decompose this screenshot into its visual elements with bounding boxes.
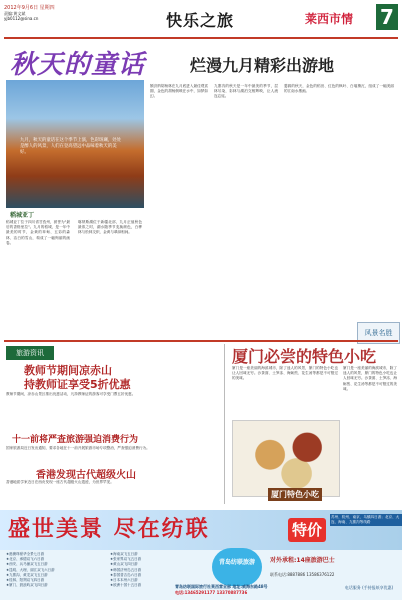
- scenery-label: 风景名胜: [357, 322, 400, 344]
- feature-title: 秋天的童话: [10, 50, 146, 80]
- section-title: 快乐之旅: [166, 11, 235, 30]
- article-col-4: 九寨沟的秋天是一年中最美的季节，层林尽染，彩林与湖泊交相辉映，让人流连忘返。: [214, 84, 278, 99]
- editor: 责编:黄文斌: [4, 11, 26, 16]
- news-text-1: 教师节期间，凉赤山景区推出优惠活动，凡持教师证的游客可享受门票五折优惠。: [6, 392, 136, 396]
- ad-route: ★泰国普吉岛六日游: [110, 572, 142, 577]
- news-label: 旅游资讯: [6, 346, 54, 360]
- ad-slogan: 盛世美景 尽在纺联: [8, 517, 210, 542]
- article-col-5: 婺源的秋天，金色的稻田、红色的枫叶、白墙黛瓦，组成了一幅美丽的江南水墨画。: [284, 84, 394, 94]
- ad-special-badge: 特价: [288, 518, 326, 542]
- news-headline-2: 持教师证享受5折优惠: [24, 378, 131, 391]
- ad-route: ★厦门、鼓浪屿双飞四日游: [6, 583, 48, 588]
- food-caption: 厦门特色小吃: [268, 488, 322, 501]
- ad-route: ★桂林、阳朔双飞四日游: [6, 578, 45, 583]
- ad-tags: 苏州、杭州、南京、乌镇四日游；北京、大连、海南、九寨沟等线路: [330, 514, 402, 526]
- food-text-2: 厦门是一座美丽的海滨城市，除了迷人的风景，厦门的特色小吃也让人回味无穷。沙茶面、土笋冻、海蛎煎、花生汤等都是不可错过的美味。: [343, 366, 397, 391]
- ad-route: ★西安、兵马俑双飞五日游: [6, 562, 48, 567]
- ad-route: ★日本本州六日游: [110, 578, 138, 583]
- news-headline-1: 教师节期间凉赤山: [24, 364, 112, 377]
- ad-service: 电话服务 (手持报纸享优惠): [344, 585, 394, 590]
- header-info: [4, 4, 144, 34]
- ad-hotline: 对外承租:14座旅游巴士: [270, 557, 335, 564]
- food-title: 厦门必尝的特色小吃: [232, 347, 377, 366]
- article-col-3: 额济纳胡杨林在九月底进入最佳观赏期，金色的胡杨倒映在水中，如梦如幻。: [150, 84, 208, 99]
- photo-caption: 九月，秋天的童话在这个季节上演，色彩斑斓，处处是醉人的风景，人们在登高望远中品味着秋天的美好。: [20, 138, 121, 155]
- column-divider: [224, 344, 225, 504]
- feature-subtitle: 烂漫九月精彩出游地: [190, 56, 335, 75]
- ad-route: ★北京、承德双飞六日游: [6, 557, 45, 562]
- ad-phone: 联系电话:8887886 13586376122: [270, 572, 335, 577]
- ad-route: ★黄山双飞四日游: [110, 562, 138, 567]
- ad-company-badge: 青岛纺联旅游: [212, 548, 262, 586]
- article-col-1: 稻城亚丁位于四川省甘孜州，被誉为"最后的香格里拉"。九月的稻城，是一年中最美的时节，金黄的草甸、五彩的森林、洁白的雪山，构成了一幅绚丽的画卷。: [6, 220, 70, 245]
- ad-route: ★昆明、大理、丽江双飞六日游: [6, 567, 55, 572]
- news-text-2: 国家旅游局近日发出通知，要求各地在十一前开展旅游市场专项整治，严查强迫消费行为。: [6, 446, 150, 450]
- ad-address: 青岛纺联国际旅行社莱西营业部 地址:威海东路48号: [175, 584, 268, 589]
- page-number: 7: [376, 4, 398, 30]
- editor-email: yjb0112@sina.cn: [4, 16, 39, 21]
- ad-route: ★张家界双飞五日游: [110, 557, 142, 562]
- news-text-3: 香港地质学家近日在西贡发现一座古代超级火山遗迹，为世界罕见。: [6, 480, 114, 484]
- article-col-2: 喀纳斯湖位于新疆北部，九月正值秋色最浓之时，湖水随季节变换颜色，白桦林与松林交织，金黄与翠绿相间。: [78, 220, 142, 235]
- ad-telephone: 电话:13465291177 13370887736: [175, 590, 248, 595]
- header-rule: [4, 37, 398, 39]
- ad-route-list-1: [6, 552, 106, 588]
- ad-route: ★韩国济州岛五日游: [110, 567, 142, 572]
- photo-label: 稻城亚丁: [10, 212, 35, 219]
- food-photo: [232, 420, 340, 497]
- ad-route: ★海南双飞五日游: [110, 552, 138, 556]
- news-headline-4: 香港发现古代超级火山: [36, 470, 136, 481]
- lower-rule: [4, 340, 398, 342]
- news-headline-3: 十一前将严查旅游强迫消费行为: [12, 435, 139, 445]
- ad-route: ★港澳珠豪华全景七日游: [6, 552, 45, 556]
- brand-name: 莱西市情: [305, 12, 354, 26]
- ad-route-list-2: [110, 552, 200, 588]
- ad-route: ★九寨沟、黄龙双飞五日游: [6, 572, 48, 577]
- food-text: 厦门是一座美丽的海滨城市，除了迷人的风景，厦门的特色小吃也让人回味无穷。沙茶面、土笋冻、海蛎煎、花生汤等都是不可错过的美味。: [232, 366, 338, 381]
- ad-route: ★欧洲十国十五日游: [110, 583, 142, 588]
- issue-date: 2012年9月6日 星期四: [4, 5, 55, 11]
